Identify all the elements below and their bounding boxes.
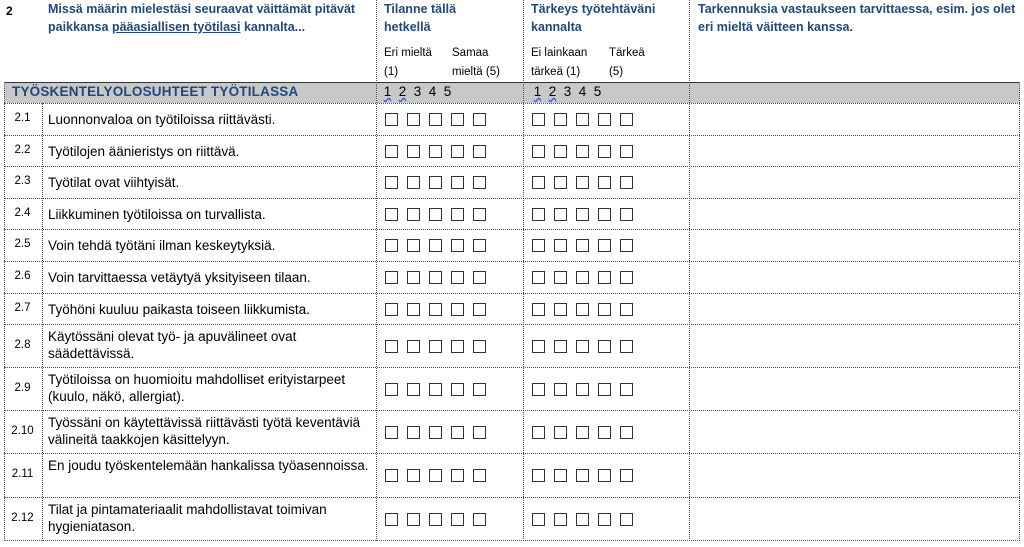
row-divider [4,198,1020,199]
checkbox-current-2[interactable] [407,340,420,353]
col-current-left-label: Eri mieltä (1) [384,47,432,78]
header-qnum-cell [4,0,42,82]
checkbox-current-1[interactable] [385,145,398,158]
question-text-part1: Missä määrin mielestäsi seuraavat väittämät pitävät paikkansa [48,2,356,34]
checkbox-current-5[interactable] [473,469,486,482]
row-statement: En joudu työskentelemään hankalissa työasennoissa. [48,458,369,473]
question-text-link: pääasiallisen työtilasi [111,20,241,34]
col-importance-left-label: Ei lainkaan tärkeä (1) [531,47,588,78]
row-divider [4,229,1020,230]
checkbox-current-3[interactable] [429,303,442,316]
col-divider [42,103,43,541]
checkbox-current-2[interactable] [407,469,420,482]
checkbox-importance-1[interactable] [532,239,545,252]
checkbox-current-5[interactable] [473,340,486,353]
checkbox-current-4[interactable] [451,426,464,439]
row-statement: Työssäni on käytettävissä riittävästi työtä keventäviä välineitä taakkojen käsittelyyn. [48,415,361,447]
checkbox-current-4[interactable] [451,469,464,482]
checkbox-current-1[interactable] [385,271,398,284]
checkbox-current-5[interactable] [473,208,486,221]
checkbox-importance-2[interactable] [554,239,567,252]
checkbox-importance-1[interactable] [532,145,545,158]
table-row [4,410,1020,453]
scale-3: 3 [413,84,422,99]
checkbox-importance-5[interactable] [620,271,633,284]
checkbox-importance-5[interactable] [620,383,633,396]
checkbox-importance-2[interactable] [554,145,567,158]
table-row [4,324,1020,367]
checkbox-importance-1[interactable] [532,426,545,439]
checkbox-importance-4[interactable] [598,176,611,189]
checkbox-importance-5[interactable] [620,208,633,221]
checkbox-current-4[interactable] [451,113,464,126]
checkbox-current-1[interactable] [385,513,398,526]
col-current-right-label: Samaa mieltä (5) [452,47,500,78]
checkbox-importance-4[interactable] [598,271,611,284]
checkbox-current-1[interactable] [385,113,398,126]
comment-cell[interactable] [690,410,1018,453]
checkbox-current-2[interactable] [407,303,420,316]
checkbox-current-5[interactable] [473,239,486,252]
checkbox-importance-2[interactable] [554,176,567,189]
question-number: 2 [6,4,13,18]
checkbox-current-4[interactable] [451,513,464,526]
section-title: TYÖSKENTELYOLOSUHTEET TYÖTILASSA [12,84,299,99]
checkbox-current-1[interactable] [385,176,398,189]
table-row [4,453,1020,497]
checkbox-importance-2[interactable] [554,113,567,126]
checkbox-importance-4[interactable] [598,303,611,316]
table-row [4,166,1020,198]
checkbox-importance-4[interactable] [598,513,611,526]
row-divider [4,410,1020,411]
row-divider [4,293,1020,294]
checkbox-importance-2[interactable] [554,271,567,284]
comment-cell[interactable] [690,497,1018,541]
col-importance-right-label: Tärkeä (5) [609,47,645,78]
comment-cell[interactable] [690,166,1018,198]
comment-cell[interactable] [690,103,1018,135]
table-row [4,293,1020,324]
checkbox-current-5[interactable] [473,513,486,526]
row-statement: Työhöni kuuluu paikasta toiseen liikkumista. [48,302,310,317]
checkbox-current-1[interactable] [385,426,398,439]
checkbox-importance-1[interactable] [532,513,545,526]
row-divider [4,135,1020,136]
section-bar [4,82,1020,103]
checkbox-importance-5[interactable] [620,303,633,316]
checkbox-current-1[interactable] [385,239,398,252]
checkbox-current-1[interactable] [385,303,398,316]
checkbox-current-2[interactable] [407,113,420,126]
checkbox-current-2[interactable] [407,176,420,189]
row-number: 2.4 [14,206,31,219]
checkbox-importance-3[interactable] [576,208,589,221]
header-question-cell [48,0,374,82]
comment-cell[interactable] [690,229,1018,261]
table-row [4,229,1020,261]
table-row [4,198,1020,229]
checkbox-current-5[interactable] [473,176,486,189]
col-divider [523,0,524,541]
checkbox-current-3[interactable] [429,176,442,189]
comment-cell[interactable] [690,198,1018,229]
row-number: 2.11 [11,468,34,480]
scale-1: 1 [533,84,542,99]
checkbox-current-3[interactable] [429,513,442,526]
checkbox-current-2[interactable] [407,513,420,526]
question-text-part2: kannalta... [240,20,306,34]
checkbox-importance-1[interactable] [532,271,545,284]
scale-5: 5 [593,84,602,99]
comment-cell[interactable] [690,261,1018,293]
checkbox-current-2[interactable] [407,426,420,439]
row-statement: Liikkuminen työtiloissa on turvallista. [48,207,266,222]
row-divider [4,166,1020,167]
scale-5: 5 [443,84,452,99]
checkbox-current-4[interactable] [451,271,464,284]
checkbox-importance-4[interactable] [598,469,611,482]
checkbox-current-4[interactable] [451,176,464,189]
col-current-title: Tilanne tällä hetkellä [384,2,457,34]
table-row [4,103,1020,135]
row-number: 2.9 [14,381,31,394]
checkbox-importance-4[interactable] [598,426,611,439]
checkbox-importance-2[interactable] [554,303,567,316]
scale-2: 2 [398,84,407,99]
col-comments-title: Tarkennuksia vastaukseen tarvittaessa, esim. jos olet eri mieltä väitteen kanssa. [698,2,1016,34]
checkbox-importance-3[interactable] [576,426,589,439]
checkbox-importance-2[interactable] [554,426,567,439]
checkbox-current-4[interactable] [451,208,464,221]
checkbox-importance-3[interactable] [576,513,589,526]
checkbox-current-2[interactable] [407,383,420,396]
row-number: 2.5 [14,238,31,250]
scale-2: 2 [548,84,557,99]
checkbox-current-3[interactable] [429,113,442,126]
table-row [4,367,1020,410]
row-number: 2.3 [14,175,31,187]
row-number: 2.1 [14,112,31,124]
col-divider [1019,82,1020,541]
checkbox-current-4[interactable] [451,145,464,158]
checkbox-importance-4[interactable] [598,208,611,221]
checkbox-importance-3[interactable] [576,271,589,284]
scale-current [380,84,455,99]
checkbox-importance-2[interactable] [554,340,567,353]
checkbox-importance-3[interactable] [576,469,589,482]
row-statement: Voin tehdä työtäni ilman keskeytyksiä. [48,238,276,253]
table-header [4,0,1020,82]
checkbox-importance-5[interactable] [620,113,633,126]
row-statement: Työtilat ovat viihtyisät. [48,175,180,190]
checkbox-importance-3[interactable] [576,113,589,126]
row-number: 2.2 [14,143,31,156]
checkbox-importance-5[interactable] [620,513,633,526]
row-divider [4,497,1020,498]
checkbox-importance-1[interactable] [532,303,545,316]
scale-importance [530,84,605,99]
checkbox-current-3[interactable] [429,271,442,284]
checkbox-current-5[interactable] [473,113,486,126]
row-statement: Luonnonvaloa on työtiloissa riittävästi. [48,112,276,127]
checkbox-importance-5[interactable] [620,176,633,189]
checkbox-importance-2[interactable] [554,383,567,396]
scale-4: 4 [428,84,437,99]
checkbox-current-4[interactable] [451,239,464,252]
checkbox-current-5[interactable] [473,271,486,284]
scale-3: 3 [563,84,572,99]
row-statement: Työtilojen äänieristys on riittävä. [48,144,240,159]
questionnaire-table [4,0,1020,541]
header-comments-cell [694,0,1016,82]
checkbox-importance-1[interactable] [532,176,545,189]
checkbox-importance-2[interactable] [554,469,567,482]
checkbox-importance-2[interactable] [554,208,567,221]
checkbox-importance-1[interactable] [532,113,545,126]
scale-4: 4 [578,84,587,99]
row-divider [4,103,1020,104]
row-number: 2.8 [14,338,31,351]
checkbox-importance-3[interactable] [576,340,589,353]
comment-cell[interactable] [690,293,1018,324]
question-text [48,0,370,36]
checkbox-importance-3[interactable] [576,383,589,396]
header-divider [4,82,1020,83]
checkbox-current-3[interactable] [429,383,442,396]
col-divider [689,0,690,541]
comment-cell[interactable] [690,453,1018,497]
checkbox-current-4[interactable] [451,303,464,316]
checkbox-importance-3[interactable] [576,303,589,316]
checkbox-current-3[interactable] [429,145,442,158]
checkbox-importance-4[interactable] [598,113,611,126]
checkbox-current-1[interactable] [385,383,398,396]
checkbox-current-2[interactable] [407,271,420,284]
checkbox-importance-1[interactable] [532,208,545,221]
checkbox-importance-4[interactable] [598,145,611,158]
header-current-cell [382,0,522,82]
checkbox-current-3[interactable] [429,426,442,439]
row-statement: Voin tarvittaessa vetäytyä yksityiseen tilaan. [48,270,311,285]
row-number: 2.6 [14,270,31,282]
checkbox-importance-3[interactable] [576,176,589,189]
checkbox-current-1[interactable] [385,208,398,221]
table-bottom-border [4,540,1020,541]
table-row [4,497,1020,541]
header-importance-cell [529,0,687,82]
table-row [4,261,1020,293]
row-number: 2.12 [11,512,34,524]
row-statement: Työtiloissa on huomioitu mahdolliset erityistarpeet (kuulo, näkö, allergiat). [48,372,346,404]
comment-cell[interactable] [690,324,1018,367]
row-divider [4,261,1020,262]
checkbox-importance-4[interactable] [598,383,611,396]
checkbox-current-1[interactable] [385,469,398,482]
checkbox-importance-5[interactable] [620,340,633,353]
comment-cell[interactable] [690,135,1018,166]
col-importance-title: Tärkeys työtehtäväni kannalta [531,2,656,34]
checkbox-current-4[interactable] [451,383,464,396]
checkbox-current-3[interactable] [429,239,442,252]
checkbox-current-2[interactable] [407,208,420,221]
checkbox-importance-2[interactable] [554,513,567,526]
checkbox-importance-3[interactable] [576,145,589,158]
scale-1: 1 [383,84,392,99]
checkbox-importance-3[interactable] [576,239,589,252]
checkbox-current-4[interactable] [451,340,464,353]
checkbox-current-5[interactable] [473,145,486,158]
col-divider [4,82,5,541]
row-number: 2.10 [11,424,34,437]
row-number: 2.7 [14,301,31,314]
row-statement: Käytössäni olevat työ- ja apuvälineet ovat säädettävissä. [48,329,297,361]
checkbox-current-2[interactable] [407,145,420,158]
checkbox-current-1[interactable] [385,340,398,353]
checkbox-importance-5[interactable] [620,469,633,482]
checkbox-importance-4[interactable] [598,239,611,252]
row-divider [4,367,1020,368]
checkbox-importance-5[interactable] [620,145,633,158]
checkbox-importance-1[interactable] [532,340,545,353]
checkbox-importance-1[interactable] [532,469,545,482]
col-divider [376,0,377,541]
comment-cell[interactable] [690,367,1018,410]
checkbox-current-5[interactable] [473,303,486,316]
checkbox-current-3[interactable] [429,469,442,482]
checkbox-importance-1[interactable] [532,383,545,396]
checkbox-current-5[interactable] [473,426,486,439]
table-row [4,135,1020,166]
checkbox-importance-5[interactable] [620,239,633,252]
row-statement: Tilat ja pintamateriaalit mahdollistavat toimivan hygieniatason. [48,502,327,534]
checkbox-importance-5[interactable] [620,426,633,439]
checkbox-current-3[interactable] [429,208,442,221]
row-divider [4,324,1020,325]
row-divider [4,453,1020,454]
checkbox-current-2[interactable] [407,239,420,252]
checkbox-importance-4[interactable] [598,340,611,353]
checkbox-current-3[interactable] [429,340,442,353]
checkbox-current-5[interactable] [473,383,486,396]
